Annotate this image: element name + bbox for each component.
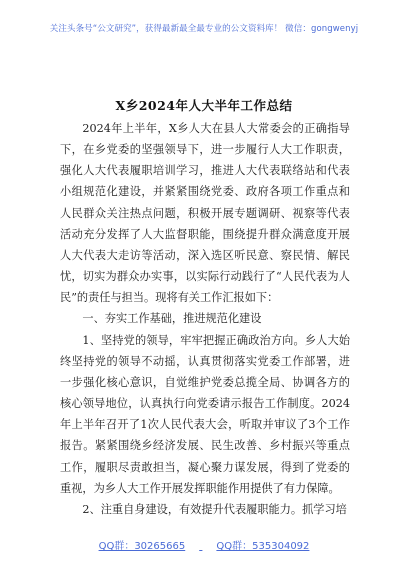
body-paragraph: 1、坚持党的领导，牢牢把握正确政治方向。乡人大始终坚持党的领导不动摇，认真贯彻落实党委工作部署，进一步强化核心意识，自觉维护党委总揽全局、协调各方的核心领导地位，认真执行向党委请示报告工作制度。2024年上半年召开了1次人民代表大会，听取并审议了3个工作报告。紧紧围绕乡经济发展、民生改善、乡村振兴等重点工作，履职尽责敢担当，凝心聚力谋发展，得到了党委的重视，为乡人大工作开展发挥职能作用提供了有力保障。 [60,333,350,495]
document-body [60,118,350,520]
footer-contacts [0,537,408,552]
qq-group-link[interactable]: QQ群：30265665 [98,541,186,552]
qq-group-link[interactable]: QQ群：535304092 [216,541,310,552]
body-paragraph: 2、注重自身建设，有效提升代表履职能力。抓学习培 [82,502,347,516]
document-title: X乡2024年人大半年工作总结 [115,98,293,113]
header-banner: 关注头条号“公文研究”，获得最新最全最专业的公文资料库！ 微信：gongwenyj [49,24,359,34]
section-heading: 一、夯实工作基础，推进规范化建设 [82,312,262,326]
intro-paragraph: 2024年上半年，X乡人大在县人大常委会的正确指导下，在乡党委的坚强领导下，进一步履行人大工作职责，强化人大代表履职培训学习，推进人大代表联络站和代表小组规范化建设，并紧紧围绕党委、政府各项工作重点和人民群众关注热点问题，积极开展专题调研、视察等代表活动充分发挥了人大监督职能，围绕提升群众满意度开展人大代表大走访等活动，深入选区听民意、察民情、解民忧，切实为群众办实事，以实际行动践行了“人民代表为人民”的责任与担当。现将有关工作汇报如下： [60,122,350,305]
